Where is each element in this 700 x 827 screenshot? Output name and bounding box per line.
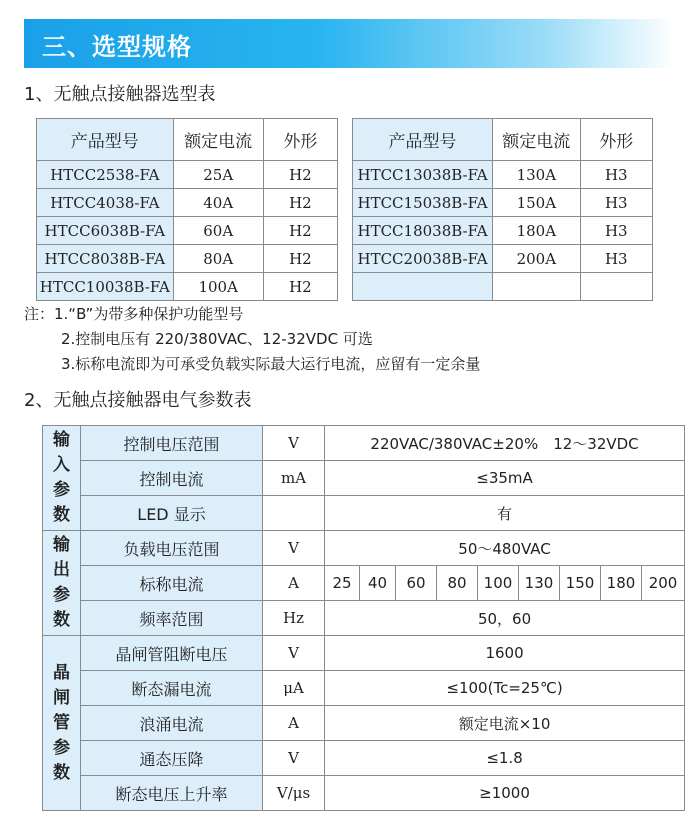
table-row — [43, 636, 685, 671]
banner-title: 三、选型规格 — [42, 33, 192, 61]
param-value: 1600 — [325, 636, 685, 671]
note-line: 3.标称电流即为可承受负载实际最大运行电流，应留有一定余量 — [61, 355, 481, 373]
table-row — [43, 566, 685, 601]
param-unit: A — [263, 566, 325, 601]
table-row — [43, 461, 685, 496]
shape-cell: H3 — [580, 217, 652, 245]
electrical-table-heading: 2、无触点接触器电气参数表 — [24, 390, 252, 411]
param-unit: μA — [263, 671, 325, 706]
current-cell: 25A — [173, 161, 263, 189]
param-value: ≤1.8 — [325, 741, 685, 776]
col-header-current: 额定电流 — [493, 119, 580, 161]
current-cell: 100A — [173, 273, 263, 301]
param-name: 负载电压范围 — [81, 531, 263, 566]
param-name: 浪涌电流 — [81, 706, 263, 741]
param-unit — [263, 496, 325, 531]
note-line: 2.控制电压有 220/380VAC、12-32VDC 可选 — [61, 330, 373, 348]
table-row — [37, 189, 338, 217]
current-cell: 180A — [493, 217, 580, 245]
current-cell: 40A — [173, 189, 263, 217]
table-row — [43, 671, 685, 706]
shape-cell: H2 — [263, 161, 337, 189]
shape-cell — [580, 273, 652, 301]
current-cell: 80A — [173, 245, 263, 273]
table-row — [353, 189, 653, 217]
electrical-parameter-table — [42, 425, 685, 811]
col-header-model: 产品型号 — [353, 119, 493, 161]
param-name: 标称电流 — [81, 566, 263, 601]
table-row — [37, 161, 338, 189]
group-label-thyristor: 晶 闸 管 参 数 — [43, 636, 81, 811]
group-label-output: 输 出 参 数 — [43, 531, 81, 636]
param-name: 通态压降 — [81, 741, 263, 776]
model-cell — [353, 273, 493, 301]
current-value-cell: 180 — [601, 566, 642, 601]
current-cell — [493, 273, 580, 301]
param-unit: mA — [263, 461, 325, 496]
param-value: 50，60 — [325, 601, 685, 636]
param-value: 有 — [325, 496, 685, 531]
model-cell: HTCC18038B-FA — [353, 217, 493, 245]
col-header-model: 产品型号 — [37, 119, 174, 161]
param-name: 控制电压范围 — [81, 426, 263, 461]
model-cell: HTCC4038-FA — [37, 189, 174, 217]
shape-cell: H3 — [580, 245, 652, 273]
param-name: 控制电流 — [81, 461, 263, 496]
param-value: 220VAC/380VAC±20% 12～32VDC — [325, 426, 685, 461]
table-row — [37, 245, 338, 273]
param-value: ≥1000 — [325, 776, 685, 811]
param-name: 断态漏电流 — [81, 671, 263, 706]
param-name: 断态电压上升率 — [81, 776, 263, 811]
table-row — [43, 741, 685, 776]
table-row — [43, 426, 685, 461]
model-cell: HTCC2538-FA — [37, 161, 174, 189]
param-value: 50～480VAC — [325, 531, 685, 566]
model-cell: HTCC15038B-FA — [353, 189, 493, 217]
col-header-shape: 外形 — [263, 119, 337, 161]
model-cell: HTCC10038B-FA — [37, 273, 174, 301]
table-row — [353, 245, 653, 273]
current-cell: 200A — [493, 245, 580, 273]
table-row — [43, 601, 685, 636]
current-value-cell: 150 — [560, 566, 601, 601]
current-cell: 130A — [493, 161, 580, 189]
param-name: 晶闸管阻断电压 — [81, 636, 263, 671]
shape-cell: H2 — [263, 273, 337, 301]
param-unit: V/μs — [263, 776, 325, 811]
shape-cell: H2 — [263, 245, 337, 273]
model-cell: HTCC20038B-FA — [353, 245, 493, 273]
current-value-cell: 25 — [325, 566, 360, 601]
shape-cell: H2 — [263, 217, 337, 245]
param-unit: V — [263, 426, 325, 461]
current-value-cell: 100 — [478, 566, 519, 601]
param-name: LED 显示 — [81, 496, 263, 531]
table-row — [353, 217, 653, 245]
table-row — [43, 531, 685, 566]
current-cell: 150A — [493, 189, 580, 217]
param-unit: V — [263, 531, 325, 566]
current-cell: 60A — [173, 217, 263, 245]
section-banner — [24, 19, 676, 68]
selection-table-right — [352, 118, 653, 301]
current-value-cell: 80 — [437, 566, 478, 601]
table-row — [43, 496, 685, 531]
param-value: ≤35mA — [325, 461, 685, 496]
model-cell: HTCC8038B-FA — [37, 245, 174, 273]
current-value-cell: 60 — [396, 566, 437, 601]
col-header-current: 额定电流 — [173, 119, 263, 161]
current-value-cell: 200 — [642, 566, 685, 601]
table-row — [37, 217, 338, 245]
shape-cell: H2 — [263, 189, 337, 217]
model-cell: HTCC6038B-FA — [37, 217, 174, 245]
selection-table-heading: 1、无触点接触器选型表 — [24, 84, 216, 105]
table-row — [353, 161, 653, 189]
param-unit: V — [263, 741, 325, 776]
param-name: 频率范围 — [81, 601, 263, 636]
current-value-cell: 40 — [360, 566, 396, 601]
param-value: ≤100(Tc=25℃) — [325, 671, 685, 706]
table-row — [37, 273, 338, 301]
selection-table-left — [36, 118, 338, 301]
shape-cell: H3 — [580, 189, 652, 217]
current-value-cell: 130 — [519, 566, 560, 601]
shape-cell: H3 — [580, 161, 652, 189]
table-row — [353, 273, 653, 301]
param-unit: V — [263, 636, 325, 671]
param-unit: Hz — [263, 601, 325, 636]
group-label-input: 输 入 参 数 — [43, 426, 81, 531]
table-row — [43, 776, 685, 811]
col-header-shape: 外形 — [580, 119, 652, 161]
param-unit: A — [263, 706, 325, 741]
note-line: 注：1.“B”为带多种保护功能型号 — [24, 305, 244, 323]
notes — [24, 302, 480, 377]
model-cell: HTCC13038B-FA — [353, 161, 493, 189]
param-value: 额定电流×10 — [325, 706, 685, 741]
table-row — [43, 706, 685, 741]
